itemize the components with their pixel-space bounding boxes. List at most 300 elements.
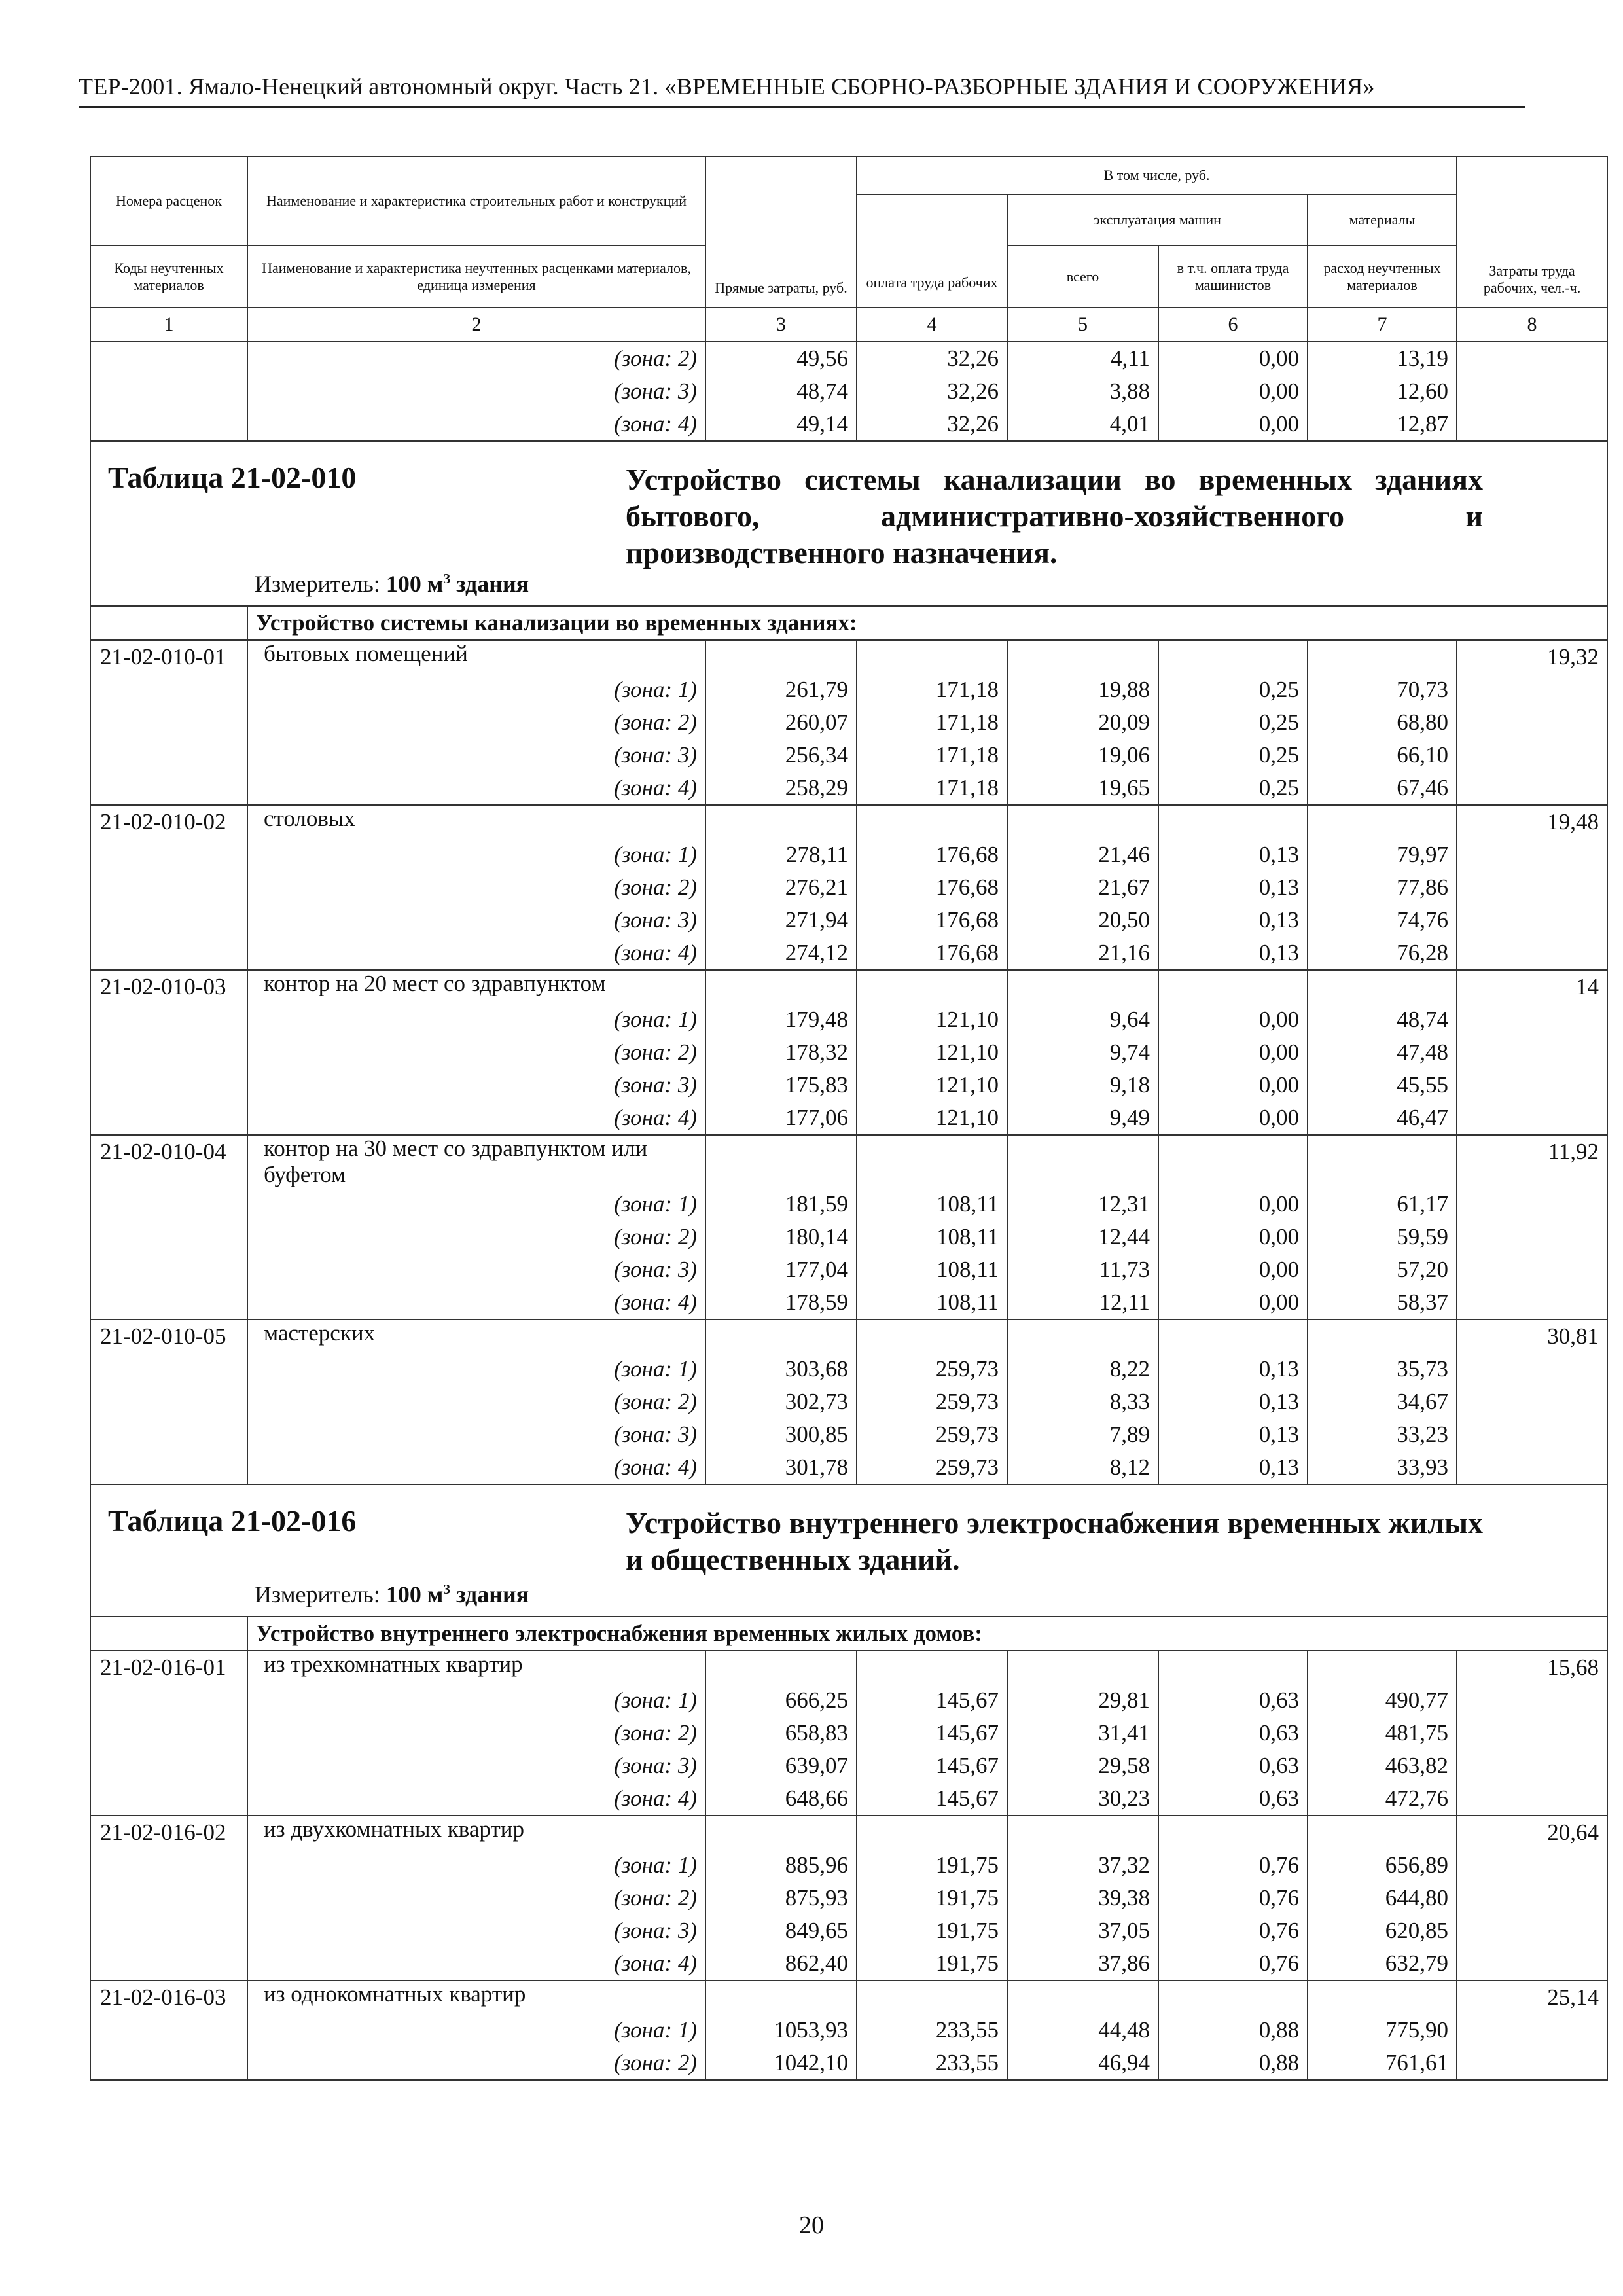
col-number: 8 [1457,308,1607,342]
machines-operators: 0,00 [1158,1036,1308,1069]
materials: 59,59 [1308,1221,1457,1253]
col-number: 6 [1158,308,1308,342]
empty-cell [1308,1816,1457,1849]
machines-total: 44,48 [1007,2014,1158,2047]
empty-code-cell [90,1253,247,1286]
empty-hours-cell [1457,1684,1607,1717]
machines-total: 11,73 [1007,1253,1158,1286]
empty-hours-cell [1457,673,1607,706]
rate-name: бытовых помещений [247,640,705,673]
direct-costs: 302,73 [705,1386,857,1418]
machines-operators: 0,25 [1158,739,1308,772]
empty-code-cell [90,1188,247,1221]
materials: 490,77 [1308,1684,1457,1717]
machines-total: 4,01 [1007,408,1158,441]
zone-label: (зона: 2) [247,1386,705,1418]
zone-row [90,1003,1607,1036]
machines-operators: 0,13 [1158,1353,1308,1386]
machines-operators: 0,00 [1158,1003,1308,1036]
labor-pay: 191,75 [857,1882,1007,1914]
empty-cell [1308,1135,1457,1188]
machines-total: 8,22 [1007,1353,1158,1386]
machines-operators: 0,63 [1158,1717,1308,1749]
machines-total: 12,31 [1007,1188,1158,1221]
zone-label: (зона: 1) [247,2014,705,2047]
empty-hours-cell [1457,1914,1607,1947]
direct-costs: 301,78 [705,1451,857,1484]
machines-operators: 0,00 [1158,1253,1308,1286]
machines-total: 8,12 [1007,1451,1158,1484]
head-work-name: Наименование и характеристика строительных работ и конструкций [247,156,705,245]
machines-total: 21,46 [1007,838,1158,871]
empty-hours-cell [1457,1749,1607,1782]
rate-item-row [90,640,1607,673]
measure-value: 100 $м^3$ здания [385,571,529,597]
machines-operators: 0,00 [1158,1188,1308,1221]
zone-row [90,1353,1607,1386]
empty-code-cell [90,1914,247,1947]
zone-row [90,408,1607,441]
labor-hours: 14 [1457,970,1607,1003]
labor-pay: 171,18 [857,673,1007,706]
empty-code-cell [90,1882,247,1914]
table-title-row [90,441,1607,606]
empty-code-cell [90,838,247,871]
rate-code: 21-02-016-03 [90,1981,247,2014]
machines-total: 29,58 [1007,1749,1158,1782]
rate-code: 21-02-016-01 [90,1651,247,1684]
head-direct-costs: Прямые затраты, руб. [705,156,857,308]
direct-costs: 1042,10 [705,2047,857,2080]
empty-hours-cell [1457,1188,1607,1221]
empty-cell [857,640,1007,673]
direct-costs: 849,65 [705,1914,857,1947]
head-including: В том числе, руб. [857,156,1457,194]
machines-operators: 0,25 [1158,706,1308,739]
machines-operators: 0,00 [1158,408,1308,441]
zone-label: (зона: 2) [247,1717,705,1749]
empty-code-cell [90,937,247,970]
zone-label: (зона: 2) [247,706,705,739]
rate-item-row [90,805,1607,838]
zone-row [90,1451,1607,1484]
empty-code-cell [90,1102,247,1135]
materials: 481,75 [1308,1717,1457,1749]
col-number: 7 [1308,308,1457,342]
direct-costs: 178,32 [705,1036,857,1069]
empty-hours-cell [1457,375,1607,408]
empty-hours-cell [1457,2014,1607,2047]
materials: 472,76 [1308,1782,1457,1816]
direct-costs: 181,59 [705,1188,857,1221]
machines-total: 9,74 [1007,1036,1158,1069]
labor-pay: 259,73 [857,1353,1007,1386]
materials: 34,67 [1308,1386,1457,1418]
empty-cell [1007,1816,1158,1849]
empty-cell [857,1319,1007,1353]
empty-code-cell [90,2047,247,2080]
empty-hours-cell [1457,1849,1607,1882]
materials: 79,97 [1308,838,1457,871]
empty-hours-cell [1457,408,1607,441]
zone-row [90,342,1607,375]
measure-label: Измеритель: [255,1581,386,1607]
empty-cell [705,640,857,673]
direct-costs: 49,14 [705,408,857,441]
machines-operators: 0,00 [1158,375,1308,408]
empty-hours-cell [1457,739,1607,772]
empty-code-cell [90,1353,247,1386]
table-head [90,156,1607,342]
materials: 46,47 [1308,1102,1457,1135]
zone-label: (зона: 2) [247,1882,705,1914]
machines-operators: 0,63 [1158,1749,1308,1782]
labor-hours: 15,68 [1457,1651,1607,1684]
empty-code-cell [90,871,247,904]
rate-name: столовых [247,805,705,838]
empty-hours-cell [1457,1069,1607,1102]
machines-operators: 0,63 [1158,1684,1308,1717]
zone-label: (зона: 1) [247,838,705,871]
direct-costs: 666,25 [705,1684,857,1717]
zone-row [90,937,1607,970]
zone-label: (зона: 3) [247,1749,705,1782]
labor-hours: 19,48 [1457,805,1607,838]
empty-hours-cell [1457,1782,1607,1816]
empty-cell [1007,805,1158,838]
empty-cell [1158,970,1308,1003]
zone-label: (зона: 2) [247,871,705,904]
labor-pay: 121,10 [857,1069,1007,1102]
head-labor-pay: оплата труда рабочих [857,194,1007,308]
materials: 58,37 [1308,1286,1457,1319]
zone-label: (зона: 1) [247,1849,705,1882]
head-materials: материалы [1308,194,1457,245]
zone-row [90,1386,1607,1418]
empty-hours-cell [1457,1451,1607,1484]
empty-cell [857,1816,1007,1849]
zone-label: (зона: 1) [247,1003,705,1036]
section-title: Устройство системы канализации во временных зданиях: [247,606,1607,640]
labor-pay: 108,11 [857,1221,1007,1253]
labor-pay: 171,18 [857,739,1007,772]
empty-cell [705,1135,857,1188]
zone-row [90,2047,1607,2080]
materials: 70,73 [1308,673,1457,706]
empty-hours-cell [1457,1353,1607,1386]
materials: 632,79 [1308,1947,1457,1981]
empty-cell [857,1651,1007,1684]
direct-costs: 258,29 [705,772,857,805]
zone-label: (зона: 4) [247,408,705,441]
zone-row [90,1849,1607,1882]
zone-row [90,673,1607,706]
head-materials-unaccounted: расход неучтенных материалов [1308,245,1457,308]
table-title-cell [90,441,1607,606]
machines-total: 7,89 [1007,1418,1158,1451]
empty-code-cell [90,1717,247,1749]
zone-row [90,1221,1607,1253]
materials: 775,90 [1308,2014,1457,2047]
empty-hours-cell [1457,1102,1607,1135]
empty-code-cell [90,1849,247,1882]
zone-label: (зона: 3) [247,739,705,772]
empty-cell [1158,1319,1308,1353]
zone-label: (зона: 1) [247,1684,705,1717]
rate-item-row [90,1651,1607,1684]
empty-hours-cell [1457,1947,1607,1981]
empty-code-cell [90,1947,247,1981]
labor-pay: 259,73 [857,1451,1007,1484]
zone-row [90,772,1607,805]
machines-total: 19,06 [1007,739,1158,772]
machines-total: 9,18 [1007,1069,1158,1102]
empty-hours-cell [1457,706,1607,739]
col-number: 5 [1007,308,1158,342]
machines-operators: 0,00 [1158,1069,1308,1102]
empty-code-cell [90,706,247,739]
zone-row [90,2014,1607,2047]
machines-operators: 0,13 [1158,838,1308,871]
col-number: 2 [247,308,705,342]
machines-operators: 0,00 [1158,1102,1308,1135]
machines-total: 37,86 [1007,1947,1158,1981]
rate-item-row [90,1319,1607,1353]
empty-code-cell [90,904,247,937]
materials: 656,89 [1308,1849,1457,1882]
empty-cell [705,1651,857,1684]
direct-costs: 278,11 [705,838,857,871]
materials: 67,46 [1308,772,1457,805]
materials: 33,23 [1308,1418,1457,1451]
zone-label: (зона: 1) [247,1188,705,1221]
page-number: 20 [799,2212,824,2239]
head-unaccounted-codes: Коды неучтенных материалов [90,245,247,308]
section-row [90,1617,1607,1651]
zone-label: (зона: 1) [247,1353,705,1386]
empty-cell [1158,1816,1308,1849]
table-number: Таблица 21-02-016 [108,1504,357,1537]
labor-pay: 145,67 [857,1782,1007,1816]
direct-costs: 48,74 [705,375,857,408]
zone-row [90,1253,1607,1286]
machines-total: 20,50 [1007,904,1158,937]
table-body [90,342,1607,2080]
rates-table [90,156,1608,2081]
measure-unit [255,567,529,600]
direct-costs: 179,48 [705,1003,857,1036]
empty-cell [1158,1651,1308,1684]
machines-total: 21,16 [1007,937,1158,970]
empty-code-cell [90,1418,247,1451]
empty-cell [1007,1135,1158,1188]
empty-code-cell [90,408,247,441]
materials: 644,80 [1308,1882,1457,1914]
empty-cell [1308,1981,1457,2014]
empty-code-cell [90,739,247,772]
zone-row [90,1102,1607,1135]
machines-total: 20,09 [1007,706,1158,739]
direct-costs: 276,21 [705,871,857,904]
zone-label: (зона: 3) [247,904,705,937]
empty-hours-cell [1457,937,1607,970]
machines-total: 46,94 [1007,2047,1158,2080]
zone-row [90,1684,1607,1717]
machines-operators: 0,00 [1158,1221,1308,1253]
empty-cell [1158,640,1308,673]
direct-costs: 271,94 [705,904,857,937]
empty-code-cell [90,772,247,805]
empty-cell [857,970,1007,1003]
header-rule [79,106,1525,108]
empty-cell [705,1816,857,1849]
labor-pay: 121,10 [857,1102,1007,1135]
labor-pay: 191,75 [857,1849,1007,1882]
empty-code-cell [90,673,247,706]
materials: 45,55 [1308,1069,1457,1102]
zone-row [90,1188,1607,1221]
empty-code-cell [90,1003,247,1036]
labor-hours: 20,64 [1457,1816,1607,1849]
machines-operators: 0,13 [1158,904,1308,937]
zone-row [90,1782,1607,1816]
head-machines: эксплуатация машин [1007,194,1308,245]
table-title: Устройство системы канализации во временных зданиях бытового, административно-хозяйственного и производственного назначения. [626,463,1483,569]
labor-pay: 145,67 [857,1749,1007,1782]
direct-costs: 177,04 [705,1253,857,1286]
machines-total: 8,33 [1007,1386,1158,1418]
labor-pay: 32,26 [857,342,1007,375]
empty-hours-cell [1457,1717,1607,1749]
machines-operators: 0,76 [1158,1849,1308,1882]
labor-pay: 145,67 [857,1684,1007,1717]
materials: 76,28 [1308,937,1457,970]
rate-name: из однокомнатных квартир [247,1981,705,2014]
zone-label: (зона: 3) [247,1253,705,1286]
head-machines-operators: в т.ч. оплата труда машинистов [1158,245,1308,308]
zone-row [90,1286,1607,1319]
labor-pay: 121,10 [857,1003,1007,1036]
zone-label: (зона: 3) [247,1069,705,1102]
zone-label: (зона: 4) [247,1782,705,1816]
zone-row [90,375,1607,408]
zone-row [90,1882,1607,1914]
zone-label: (зона: 4) [247,1947,705,1981]
empty-code-cell [90,1617,247,1651]
empty-hours-cell [1457,871,1607,904]
machines-operators: 0,13 [1158,1386,1308,1418]
labor-pay: 171,18 [857,772,1007,805]
materials: 47,48 [1308,1036,1457,1069]
empty-hours-cell [1457,772,1607,805]
empty-cell [1007,1651,1158,1684]
zone-row [90,871,1607,904]
empty-code-cell [90,342,247,375]
table-title-row [90,1484,1607,1617]
zone-label: (зона: 4) [247,1102,705,1135]
labor-pay: 108,11 [857,1188,1007,1221]
rate-code: 21-02-010-01 [90,640,247,673]
labor-pay: 121,10 [857,1036,1007,1069]
empty-hours-cell [1457,1036,1607,1069]
direct-costs: 885,96 [705,1849,857,1882]
empty-code-cell [90,1749,247,1782]
empty-cell [1158,805,1308,838]
zone-row [90,1418,1607,1451]
rate-name: из двухкомнатных квартир [247,1816,705,1849]
machines-operators: 0,13 [1158,937,1308,970]
empty-hours-cell [1457,2047,1607,2080]
machines-total: 4,11 [1007,342,1158,375]
rate-name: контор на 30 мест со здравпунктом или буфетом [247,1135,705,1188]
machines-total: 30,23 [1007,1782,1158,1816]
empty-code-cell [90,2014,247,2047]
labor-pay: 191,75 [857,1914,1007,1947]
measure-label: Измеритель: [255,571,386,597]
table-title: Устройство внутреннего электроснабжения временных жилых и общественных зданий. [626,1506,1483,1576]
col-number: 3 [705,308,857,342]
labor-pay: 191,75 [857,1947,1007,1981]
direct-costs: 1053,93 [705,2014,857,2047]
empty-code-cell [90,606,247,640]
materials: 463,82 [1308,1749,1457,1782]
machines-total: 12,44 [1007,1221,1158,1253]
table-title-cell [90,1484,1607,1617]
direct-costs: 303,68 [705,1353,857,1386]
machines-operators: 0,13 [1158,871,1308,904]
empty-cell [705,805,857,838]
machines-total: 19,65 [1007,772,1158,805]
machines-operators: 0,00 [1158,1286,1308,1319]
rate-item-row [90,1816,1607,1849]
labor-pay: 176,68 [857,838,1007,871]
empty-code-cell [90,1451,247,1484]
section-row [90,606,1607,640]
machines-total: 12,11 [1007,1286,1158,1319]
materials: 13,19 [1308,342,1457,375]
empty-cell [1158,1981,1308,2014]
materials: 12,60 [1308,375,1457,408]
rate-item-row [90,1135,1607,1188]
rate-code: 21-02-010-02 [90,805,247,838]
direct-costs: 178,59 [705,1286,857,1319]
empty-cell [705,970,857,1003]
empty-cell [1308,970,1457,1003]
direct-costs: 180,14 [705,1221,857,1253]
rate-code: 21-02-016-02 [90,1816,247,1849]
head-labor-hours: Затраты труда рабочих, чел.-ч. [1457,156,1607,308]
labor-pay: 176,68 [857,871,1007,904]
machines-total: 19,88 [1007,673,1158,706]
empty-cell [857,805,1007,838]
machines-operators: 0,13 [1158,1451,1308,1484]
empty-hours-cell [1457,904,1607,937]
empty-code-cell [90,1036,247,1069]
materials: 57,20 [1308,1253,1457,1286]
direct-costs: 274,12 [705,937,857,970]
zone-label: (зона: 4) [247,1451,705,1484]
machines-operators: 0,00 [1158,342,1308,375]
head-unaccounted-names: Наименование и характеристика неучтенных расценками материалов, единица измерения [247,245,705,308]
direct-costs: 175,83 [705,1069,857,1102]
col-number: 4 [857,308,1007,342]
zone-label: (зона: 4) [247,1286,705,1319]
rate-name: контор на 20 мест со здравпунктом [247,970,705,1003]
machines-operators: 0,88 [1158,2014,1308,2047]
head-rate-numbers: Номера расценок [90,156,247,245]
measure-value: 100 $м^3$ здания [385,1581,529,1607]
materials: 68,80 [1308,706,1457,739]
